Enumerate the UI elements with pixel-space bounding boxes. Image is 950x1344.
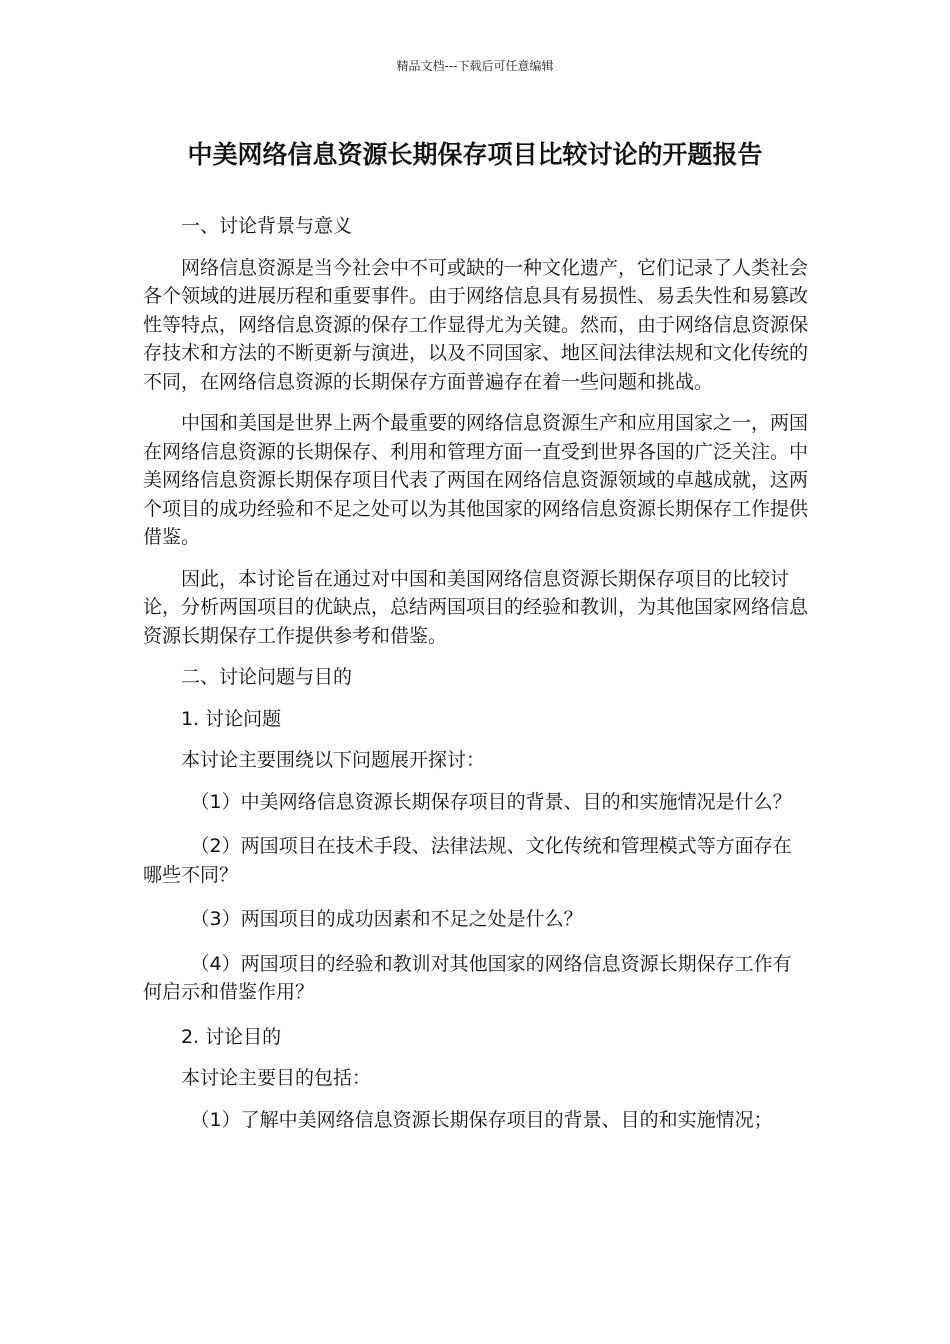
question-item: （2）两国项目在技术手段、法律法规、文化传统和管理模式等方面存在哪些不同？ [143, 835, 792, 886]
paragraph-background-2: 中国和美国是世界上两个最重要的网络信息资源生产和应用国家之一，两国在网络信息资源的长期保存、利用和管理方面一直受到世界各国的广泛关注。中美网络信息资源长期保存项目代表了两国在网络信息资源领域的卓越成就，这两个项目的成功经验和不足之处可以为其他国家的网络信息资源长期保存工作提供借鉴。 [143, 412, 809, 548]
section-heading-questions: 二、讨论问题与目的 [181, 666, 353, 688]
document-body [143, 212, 808, 1150]
section-heading-background: 一、讨论背景与意义 [181, 215, 353, 237]
subheading-goals: 2. 讨论目的 [181, 1025, 282, 1048]
paragraph-background-3: 因此，本讨论旨在通过对中国和美国网络信息资源长期保存项目的比较讨论，分析两国项目的优缺点，总结两国项目的经验和教训，为其他国家网络信息资源长期保存工作提供参考和借鉴。 [143, 567, 809, 647]
goal-item: （1）了解中美网络信息资源长期保存项目的背景、目的和实施情况； [190, 1108, 773, 1131]
question-item: （3）两国项目的成功因素和不足之处是什么？ [190, 908, 583, 930]
header-note: 精品文档---下载后可任意编辑 [396, 59, 554, 73]
question-item: （4）两国项目的经验和教训对其他国家的网络信息资源长期保存工作有何启示和借鉴作用？ [143, 952, 792, 1003]
subheading-questions: 1. 讨论问题 [181, 707, 282, 730]
goals-intro: 本讨论主要目的包括： [181, 1067, 372, 1089]
questions-intro: 本讨论主要围绕以下问题展开探讨： [181, 749, 486, 771]
paragraph-background-1: 网络信息资源是当今社会中不可或缺的一种文化遗产，它们记录了人类社会各个领域的进展历程和重要事件。由于网络信息具有易损性、易丢失性和易篡改性等特点，网络信息资源的保存工作显得尤为关键。然而，由于网络信息资源保存技术和方法的不断更新与演进，以及不同国家、地区间法律法规和文化传统的不同，在网络信息资源的长期保存方面普遍存在着一些问题和挑战。 [143, 256, 809, 393]
document-title: 中美网络信息资源长期保存项目比较讨论的开题报告 [187, 140, 763, 169]
question-item: （1）中美网络信息资源长期保存项目的背景、目的和实施情况是什么？ [190, 790, 792, 813]
